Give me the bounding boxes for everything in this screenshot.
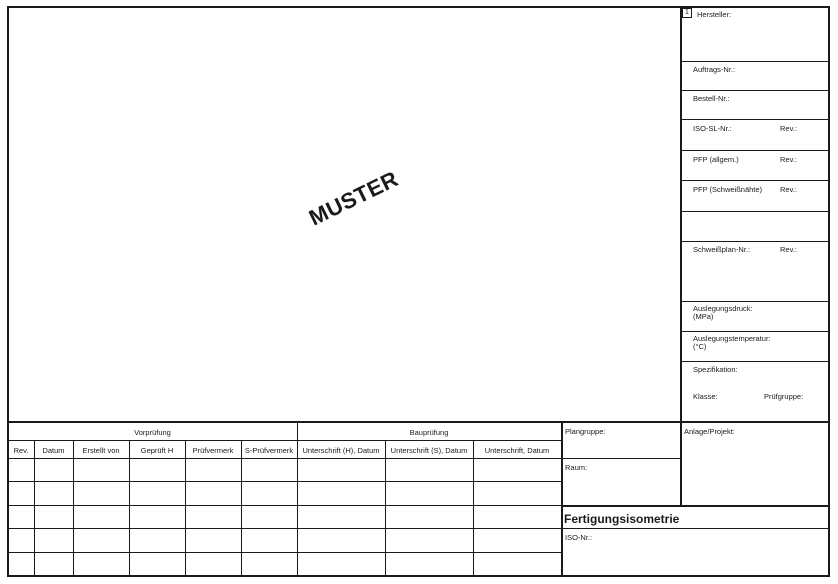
- pfp-allgem-rev-label: Rev.:: [780, 155, 797, 164]
- col-header-geprueft-h: Geprüft H: [140, 446, 174, 455]
- tb-row-line: [681, 361, 829, 362]
- col-line: [385, 441, 386, 577]
- auslegungstemperatur-label: Auslegungstemperatur: (°C): [693, 334, 771, 351]
- hersteller-label: Hersteller:: [697, 10, 732, 19]
- pfp-schweiss-rev-label: Rev.:: [780, 185, 797, 194]
- row-line: [8, 505, 561, 506]
- tb-row-line: [681, 301, 829, 302]
- box-number: 1: [682, 8, 692, 18]
- col-header-s-pruefvermerk: S-Prüfvermerk: [244, 446, 294, 455]
- iso-sl-nr-label: ISO-SL-Nr.:: [693, 124, 732, 133]
- tb-row-line: [681, 119, 829, 120]
- document-title: Fertigungsisometrie: [564, 512, 680, 526]
- muster-watermark: MUSTER: [305, 165, 403, 231]
- row-line: [8, 440, 561, 441]
- col-header-unterschrift: Unterschrift, Datum: [484, 446, 550, 455]
- klasse-label: Klasse:: [693, 392, 718, 401]
- plangruppe-label: Plangruppe:: [565, 427, 606, 436]
- tb-row-line: [681, 61, 829, 62]
- col-line: [473, 441, 474, 577]
- col-line-major: [680, 423, 682, 505]
- col-header-erstellt-von: Erstellt von: [82, 446, 120, 455]
- row-line: [8, 552, 561, 553]
- auslegungsdruck-label: Auslegungsdruck: (MPa): [693, 304, 753, 321]
- col-line-major: [561, 423, 563, 577]
- col-header-unterschrift-h: Unterschrift (H), Datum: [302, 446, 380, 455]
- schweissplan-rev-label: Rev.:: [780, 245, 797, 254]
- col-line: [34, 441, 35, 577]
- row-line: [8, 481, 561, 482]
- tb-row-line: [681, 331, 829, 332]
- bestell-nr-label: Bestell-Nr.:: [693, 94, 730, 103]
- row-line: [8, 458, 561, 459]
- iso-sl-rev-label: Rev.:: [780, 124, 797, 133]
- tb-row-line: [681, 150, 829, 151]
- baupruefung-header: Bauprüfung: [409, 428, 449, 437]
- col-header-pruefvermerk: Prüfvermerk: [192, 446, 234, 455]
- spezifikation-label: Spezifikation:: [693, 365, 738, 374]
- anlage-projekt-label: Anlage/Projekt:: [684, 427, 735, 436]
- drawing-frame: [7, 6, 830, 577]
- col-header-rev: Rev.: [13, 446, 29, 455]
- col-line: [241, 441, 242, 577]
- tb-row-line: [681, 180, 829, 181]
- auftrags-nr-label: Auftrags-Nr.:: [693, 65, 736, 74]
- row-line: [8, 528, 561, 529]
- vorpruefung-header: Vorprüfung: [134, 428, 171, 437]
- col-header-datum: Datum: [42, 446, 65, 455]
- title-top-line: [562, 505, 830, 507]
- col-line: [73, 441, 74, 577]
- tb-row-line: [681, 211, 829, 212]
- pfp-allgem-label: PFP (allgem.): [693, 155, 739, 164]
- schweissplan-nr-label: Schweißplan-Nr.:: [693, 245, 751, 254]
- raum-label: Raum:: [565, 463, 588, 472]
- iso-nr-label: ISO-Nr.:: [565, 533, 593, 542]
- col-header-unterschrift-s: Unterschrift (S), Datum: [390, 446, 468, 455]
- plangruppe-raum-line: [562, 458, 681, 459]
- tb-row-line: [681, 241, 829, 242]
- col-line: [185, 441, 186, 577]
- col-line: [129, 441, 130, 577]
- bottom-section-divider: [7, 421, 830, 423]
- pfp-schweiss-label: PFP (Schweißnähte): [693, 185, 763, 194]
- pruefgruppe-label: Prüfgruppe:: [764, 392, 804, 401]
- tb-row-line: [681, 90, 829, 91]
- title-bottom-line: [562, 528, 830, 529]
